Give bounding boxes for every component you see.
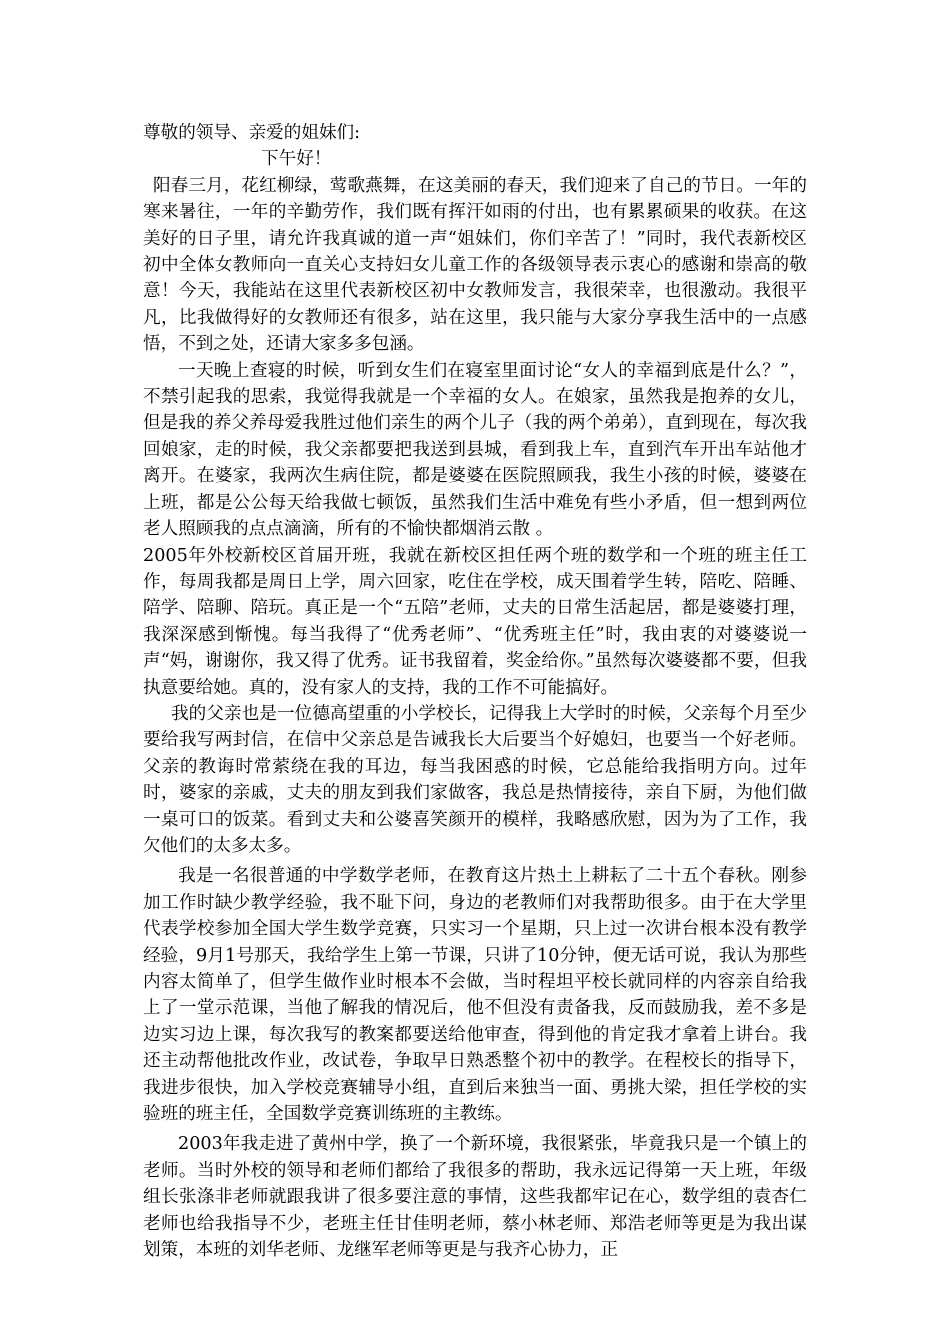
paragraph-new-campus: 2005年外校新校区首届开班，我就在新校区担任两个班的数学和一个班的班主任工作，每周我都是周日上学，周六回家，吃住在学校，成天围着学生转，陪吃、陪睡、陪学、陪聊、陪玩。真正是一个“五陪”老师，丈夫的日常生活起居，都是婆婆打理，我深深感到惭愧。每当我得了“优秀老师”、“优秀班主任”时，我由衷的对婆婆说一声“妈，谢谢你，我又得了优秀。证书我留着，奖金给你。”虽然每次婆婆都不要，但我执意要给她。真的，没有家人的支持，我的工作不可能搞好。	[143, 545, 807, 698]
paragraph-happiness: 一天晚上查寝的时候，听到女生们在寝室里面讨论“女人的幸福到底是什么？”，不禁引起我的思索，我觉得我就是一个幸福的女人。在娘家，虽然我是抱养的女儿，但是我的养父养母爱我胜过他们亲生的两个儿子（我的两个弟弟），直到现在，每次我回娘家，走的时候，我父亲都要把我送到县城，看到我上车，直到汽车开出车站他才离开。在婆家，我两次生病住院，都是婆婆在医院照顾我，我生小孩的时候，婆婆在上班，都是公公每天给我做七顿饭，虽然我们生活中难免有些小矛盾，但一想到两位老人照顾我的点点滴滴，所有的不愉快都烟消云散 。	[143, 360, 807, 540]
greeting: 下午好！	[261, 149, 332, 170]
document-page	[143, 120, 807, 1263]
paragraph-huangzhou-school: 2003年我走进了黄州中学，换了一个新环境，我很紧张，毕竟我只是一个镇上的老师。当时外校的领导和老师们都给了我很多的帮助，我永远记得第一天上班，年级组长张涤非老师就跟我讲了很多要注意的事情，这些我都牢记在心，数学组的袁杏仁老师也给我指导不少，老班主任甘佳明老师，蔡小林老师、郑浩老师等更是为我出谋划策，本班的刘华老师、龙继军老师等更是与我齐心协力，正	[143, 1134, 807, 1261]
salutation: 尊敬的领导、亲爱的姐妹们:	[143, 123, 361, 143]
paragraph-father: 我的父亲也是一位德高望重的小学校长，记得我上大学时的时候，父亲每个月至少要给我写两封信，在信中父亲总是告诫我长大后要当个好媳妇，也要当一个好老师。父亲的教诲时常萦绕在我的耳边，每当我困惑的时候，它总能给我指明方向。过年时，婆家的亲戚，丈夫的朋友到我们家做客，我总是热情接待，亲自下厨，为他们做一桌可口的饭菜。看到丈夫和公婆喜笑颜开的模样，我略感欣慰，因为为了工作，我欠他们的太多太多。	[143, 703, 807, 856]
paragraph-intro: 阳春三月，花红柳绿，莺歌燕舞，在这美丽的春天，我们迎来了自己的节日。一年的寒来暑往，一年的辛勤劳作，我们既有挥汗如雨的付出，也有累累硕果的收获。在这美好的日子里，请允许我真诚的道一声“姐妹们，你们辛苦了！”同时，我代表新校区初中全体女教师向一直关心支持妇女儿童工作的各级领导表示衷心的感谢和崇高的敬意！今天，我能站在这里代表新校区初中女教师发言，我很荣幸，也很激动。我很平凡，比我做得好的女教师还有很多，站在这里，我只能与大家分享我生活中的一点感悟，不到之处，还请大家多多包涵。	[143, 175, 807, 355]
paragraph-teaching-career: 我是一名很普通的中学数学老师，在教育这片热土上耕耘了二十五个春秋。刚参加工作时缺少教学经验，我不耻下问，身边的老教师们对我帮助很多。由于在大学里代表学校参加全国大学生数学竞赛，只实习一个星期，只上过一次讲台根本没有教学经验，9月1号那天，我给学生上第一节课，只讲了10分钟，便无话可说，我认为那些内容太简单了，但学生做作业时根本不会做，当时程坦平校长就同样的内容亲自给我上了一堂示范课，当他了解我的情况后，他不但没有责备我，反而鼓励我，差不多是边实习边上课，每次我写的教案都要送给他审查，得到他的肯定我才拿着上讲台。我还主动帮他批改作业，改试卷，争取早日熟悉整个初中的教学。在程校长的指导下，我进步很快，加入学校竞赛辅导小组，直到后来独当一面、勇挑大梁，担任学校的实验班的班主任，全国数学竞赛训练班的主教练。	[143, 866, 807, 1125]
